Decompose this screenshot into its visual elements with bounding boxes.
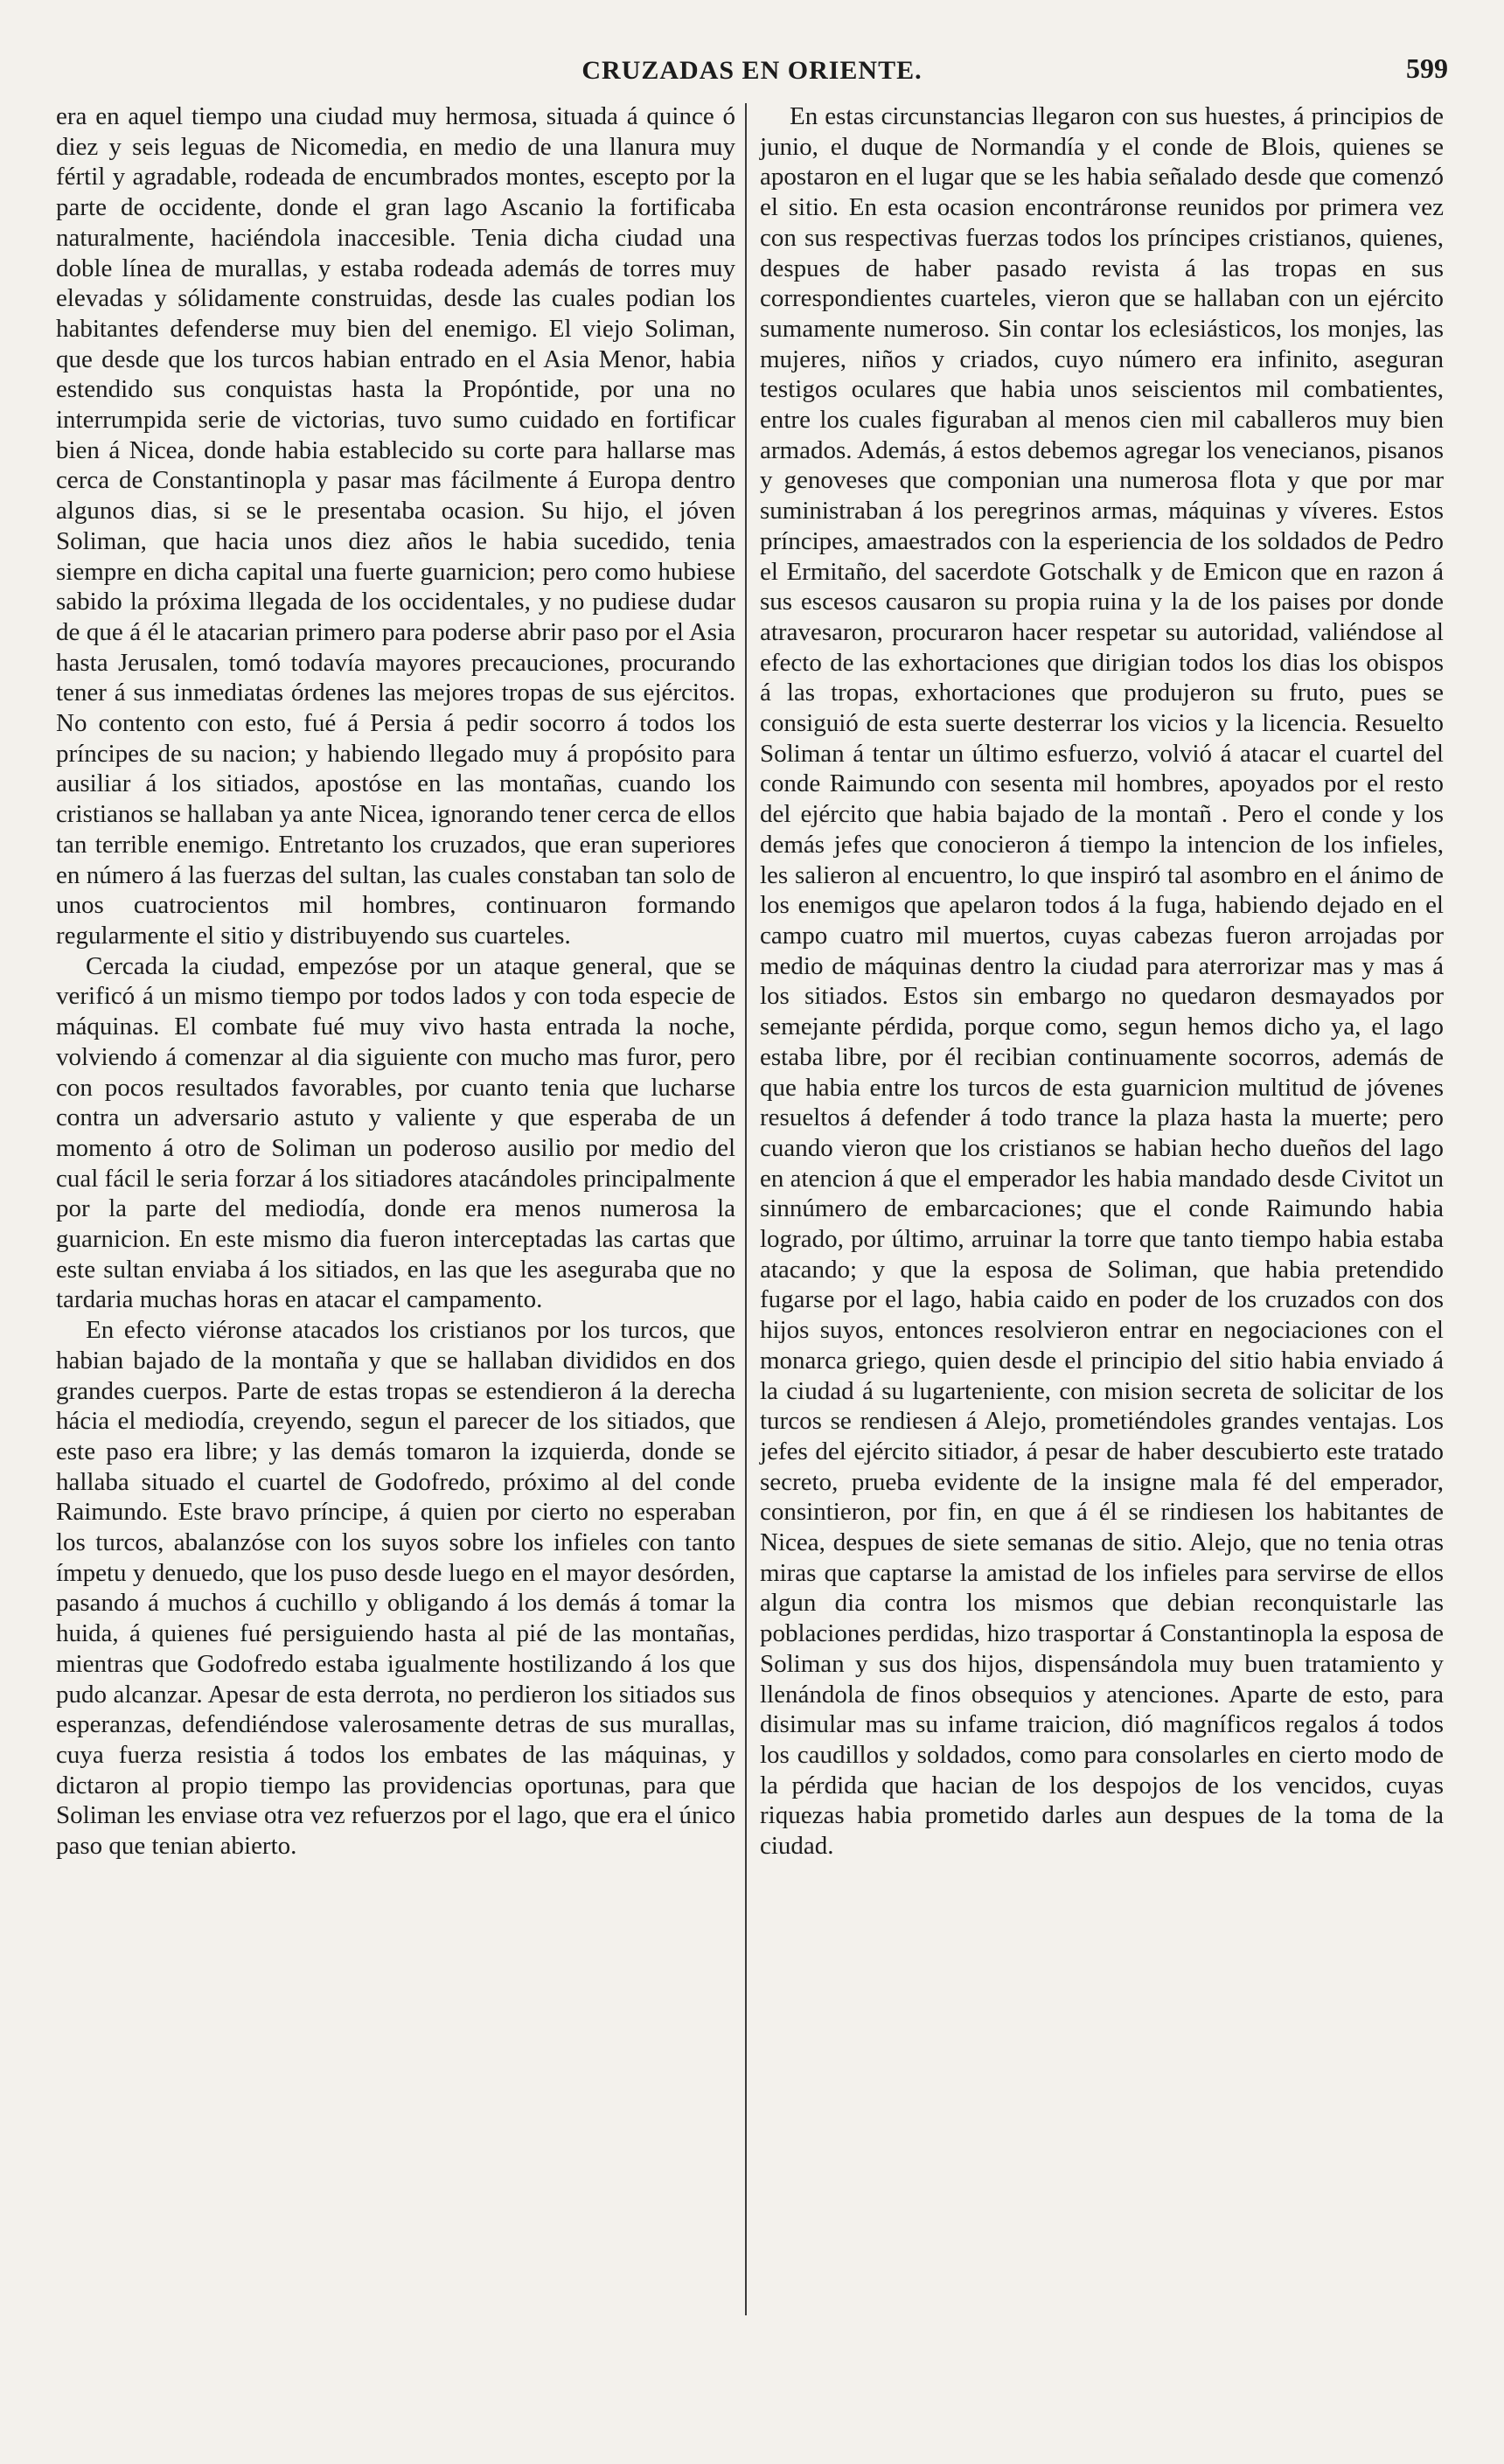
right-column: [760, 101, 1444, 1862]
column-divider: [745, 103, 747, 2315]
running-title: CRUZADAS EN ORIENTE.: [581, 56, 923, 85]
paragraph: En estas circunstancias llegaron con sus huestes, á principios de junio, el duque de Normandía y el conde de Blois, quienes se apostaron en el lugar que se les habia señalado desde que comenzó el sitio. En esta ocasion encontráronse reunidos por primera vez con sus respectivas fuerzas todos los príncipes cristianos, quienes, despues de haber pasado revista á las tropas en sus correspondientes cuarteles, vieron que se hallaban con un ejército sumamente numeroso. Sin contar los eclesiásticos, los monjes, las mujeres, niños y criados, cuyo número era infinito, aseguran testigos oculares que habia unos seiscientos mil combatientes, entre los cuales figuraban al menos cien mil caballeros muy bien armados. Además, á estos debemos agregar los venecianos, pisanos y genoveses que componian una numerosa flota y que por mar suministraban á los peregrinos armas, máquinas y víveres. Estos príncipes, amaestrados con la esperiencia de los soldados de Pedro el Ermitaño, del sacerdote Gotschalk y de Emicon que en razon á sus escesos causaron su propia ruina y la de los paises por donde atravesaron, procuraron hacer respetar su autoridad, valiéndose al efecto de las exhortaciones que dirigian todos los dias los obispos á las tropas, exhortaciones que produjeron su fruto, pues se consiguió de esta suerte desterrar los vicios y la licencia. Resuelto Soliman á tentar un último esfuerzo, volvió á atacar el cuartel del conde Raimundo con sesenta mil hombres, apoyados por el resto del ejército que habia bajado de la montañ . Pero el conde y los demás jefes que conocieron á tiempo la intencion de los infieles, les salieron al encuentro, lo que inspiró tal asombro en el ánimo de los enemigos que apelaron todos á la fuga, habiendo dejado en el campo cuatro mil muertos, cuyas cabezas fueron arrojadas por medio de máquinas dentro la ciudad para aterrorizar mas y mas á los sitiados. Estos sin embargo no quedaron desmayados por semejante pérdida, porque como, segun hemos dicho ya, el lago estaba libre, por él recibian continuamente socorros, además de que habia entre los turcos de esta guarnicion multitud de jóvenes resueltos á defender á todo trance la plaza hasta la muerte; pero cuando vieron que los cristianos se habian hecho dueños del lago en atencion á que el emperador les habia mandado desde Civitot un sinnúmero de embarcaciones; que el conde Raimundo habia logrado, por último, arruinar la torre que tanto tiempo habia estaba atacando; y que la esposa de Soliman, que habia pretendido fugarse por el lago, habia caido en poder de los cruzados con dos hijos suyos, entonces resolvieron entrar en negociaciones con el monarca griego, quien desde el principio del sitio habia enviado á la ciudad á su lugarteniente, con mision secreta de solicitar de los turcos se rendiesen á Alejo, prometiéndoles grandes ventajas. Los jefes del ejército sitiador, á pesar de haber descubierto este tratado secreto, prueba evidente de la insigne mala fé del emperador, consintieron, por fin, en que á él se rindiesen los habitantes de Nicea, despues de siete semanas de sitio. Alejo, que no tenia otras miras que captarse la amistad de los infieles para servirse de ellos algun dia contra los mismos que debian reconquistarle las poblaciones perdidas, hizo trasportar á Constantinopla la esposa de Soliman y sus dos hijos, dispensándola muy buen tratamiento y llenándola de finos obsequios y atenciones. Aparte de esto, para disimular mas su infame traicion, dió magníficos regalos á todos los caudillos y soldados, como para consolarles en cierto modo de la pérdida que hacian de los despojos de los vencidos, cuyas riquezas habia prometido darles aun despues de la toma de la ciudad.: [760, 102, 1444, 1861]
paragraph: En efecto viéronse atacados los cristianos por los turcos, que habian bajado de la montaña y que se hallaban divididos en dos grandes cuerpos. Parte de estas tropas se estendieron á la derecha hácia el mediodía, creyendo, segun el parecer de los sitiados, que este paso era libre; y las demás tomaron la izquierda, donde se hallaba situado el cuartel de Godofredo, próximo al del conde Raimundo. Este bravo príncipe, á quien por cierto no esperaban los turcos, abalanzóse con los suyos sobre los infieles con tanto ímpetu y denuedo, que los puso desde luego en el mayor desórden, pasando á muchos á cuchillo y obligando á los demás á tomar la huida, á quienes fué persiguiendo hasta al pié de las montañas, mientras que Godofredo estaba igualmente hostilizando á los que pudo alcanzar. Apesar de esta derrota, no perdieron los sitiados sus esperanzas, defendiéndose valerosamente detras de sus murallas, cuya fuerza resistia á todos los embates de las máquinas, y dictaron al propio tiempo las providencias oportunas, para que Soliman les enviase otra vez refuerzos por el lago, que era el único paso que tenian abierto.: [56, 1316, 735, 1861]
paragraph: Cercada la ciudad, empezóse por un ataque general, que se verificó á un mismo tiempo por todos lados y con toda especie de máquinas. El combate fué muy vivo hasta entrada la noche, volviendo á comenzar al dia siguiente con mucho mas furor, pero con pocos resultados favorables, por cuanto tenia que lucharse contra un adversario astuto y valiente y que esperaba de un momento á otro de Soliman un poderoso ausilio por medio del cual fácil le seria forzar á los sitiadores atacándoles principalmente por la parte del mediodía, donde era menos numerosa la guarnicion. En este mismo dia fueron interceptadas las cartas que este sultan enviaba á los sitiados, en las que les aseguraba que no tardaria muchas horas en atacar el campamento.: [56, 951, 735, 1314]
left-column: [56, 101, 735, 1862]
paragraph: era en aquel tiempo una ciudad muy hermosa, situada á quince ó diez y seis leguas de Nicomedia, en medio de una llanura muy fértil y agradable, rodeada de encumbrados montes, escepto por la parte de occidente, donde el gran lago Ascanio la fortificaba naturalmente, haciéndola inaccesible. Tenia dicha ciudad una doble línea de murallas, y estaba rodeada además de torres muy elevadas y sólidamente construidas, desde las cuales podian los habitantes defenderse muy bien del enemigo. El viejo Soliman, que desde que los turcos habian entrado en el Asia Menor, habia estendido sus conquistas hasta la Propóntide, por una no interrumpida serie de victorias, tuvo sumo cuidado en fortificar bien á Nicea, donde habia establecido su corte para hallarse mas cerca de Constantinopla y pasar mas fácilmente á Europa dentro algunos dias, si se le presentaba ocasion. Su hijo, el jóven Soliman, que hacia unos diez años le habia sucedido, tenia siempre en dicha capital una fuerte guarnicion; pero como hubiese sabido la próxima llegada de los occidentales, y no pudiese dudar de que á él le atacarian primero para poderse abrir paso por el Asia hasta Jerusalen, tomó todavía mayores precauciones, procurando tener á sus inmediatas órdenes las mejores tropas de sus ejércitos. No contento con esto, fué á Persia á pedir socorro á todos los príncipes de su nacion; y habiendo llegado muy á propósito para ausiliar á los sitiados, apostóse en las montañas, cuando los cristianos se hallaban ya ante Nicea, ignorando tener cerca de ellos tan terrible enemigo. Entretanto los cruzados, que eran superiores en número á las fuerzas del sultan, las cuales constaban tan solo de unos cuatrocientos mil hombres, continuaron formando regularmente el sitio y distribuyendo sus cuarteles.: [56, 102, 735, 950]
page-header: [0, 52, 1504, 96]
page-number: 599: [1406, 52, 1448, 84]
